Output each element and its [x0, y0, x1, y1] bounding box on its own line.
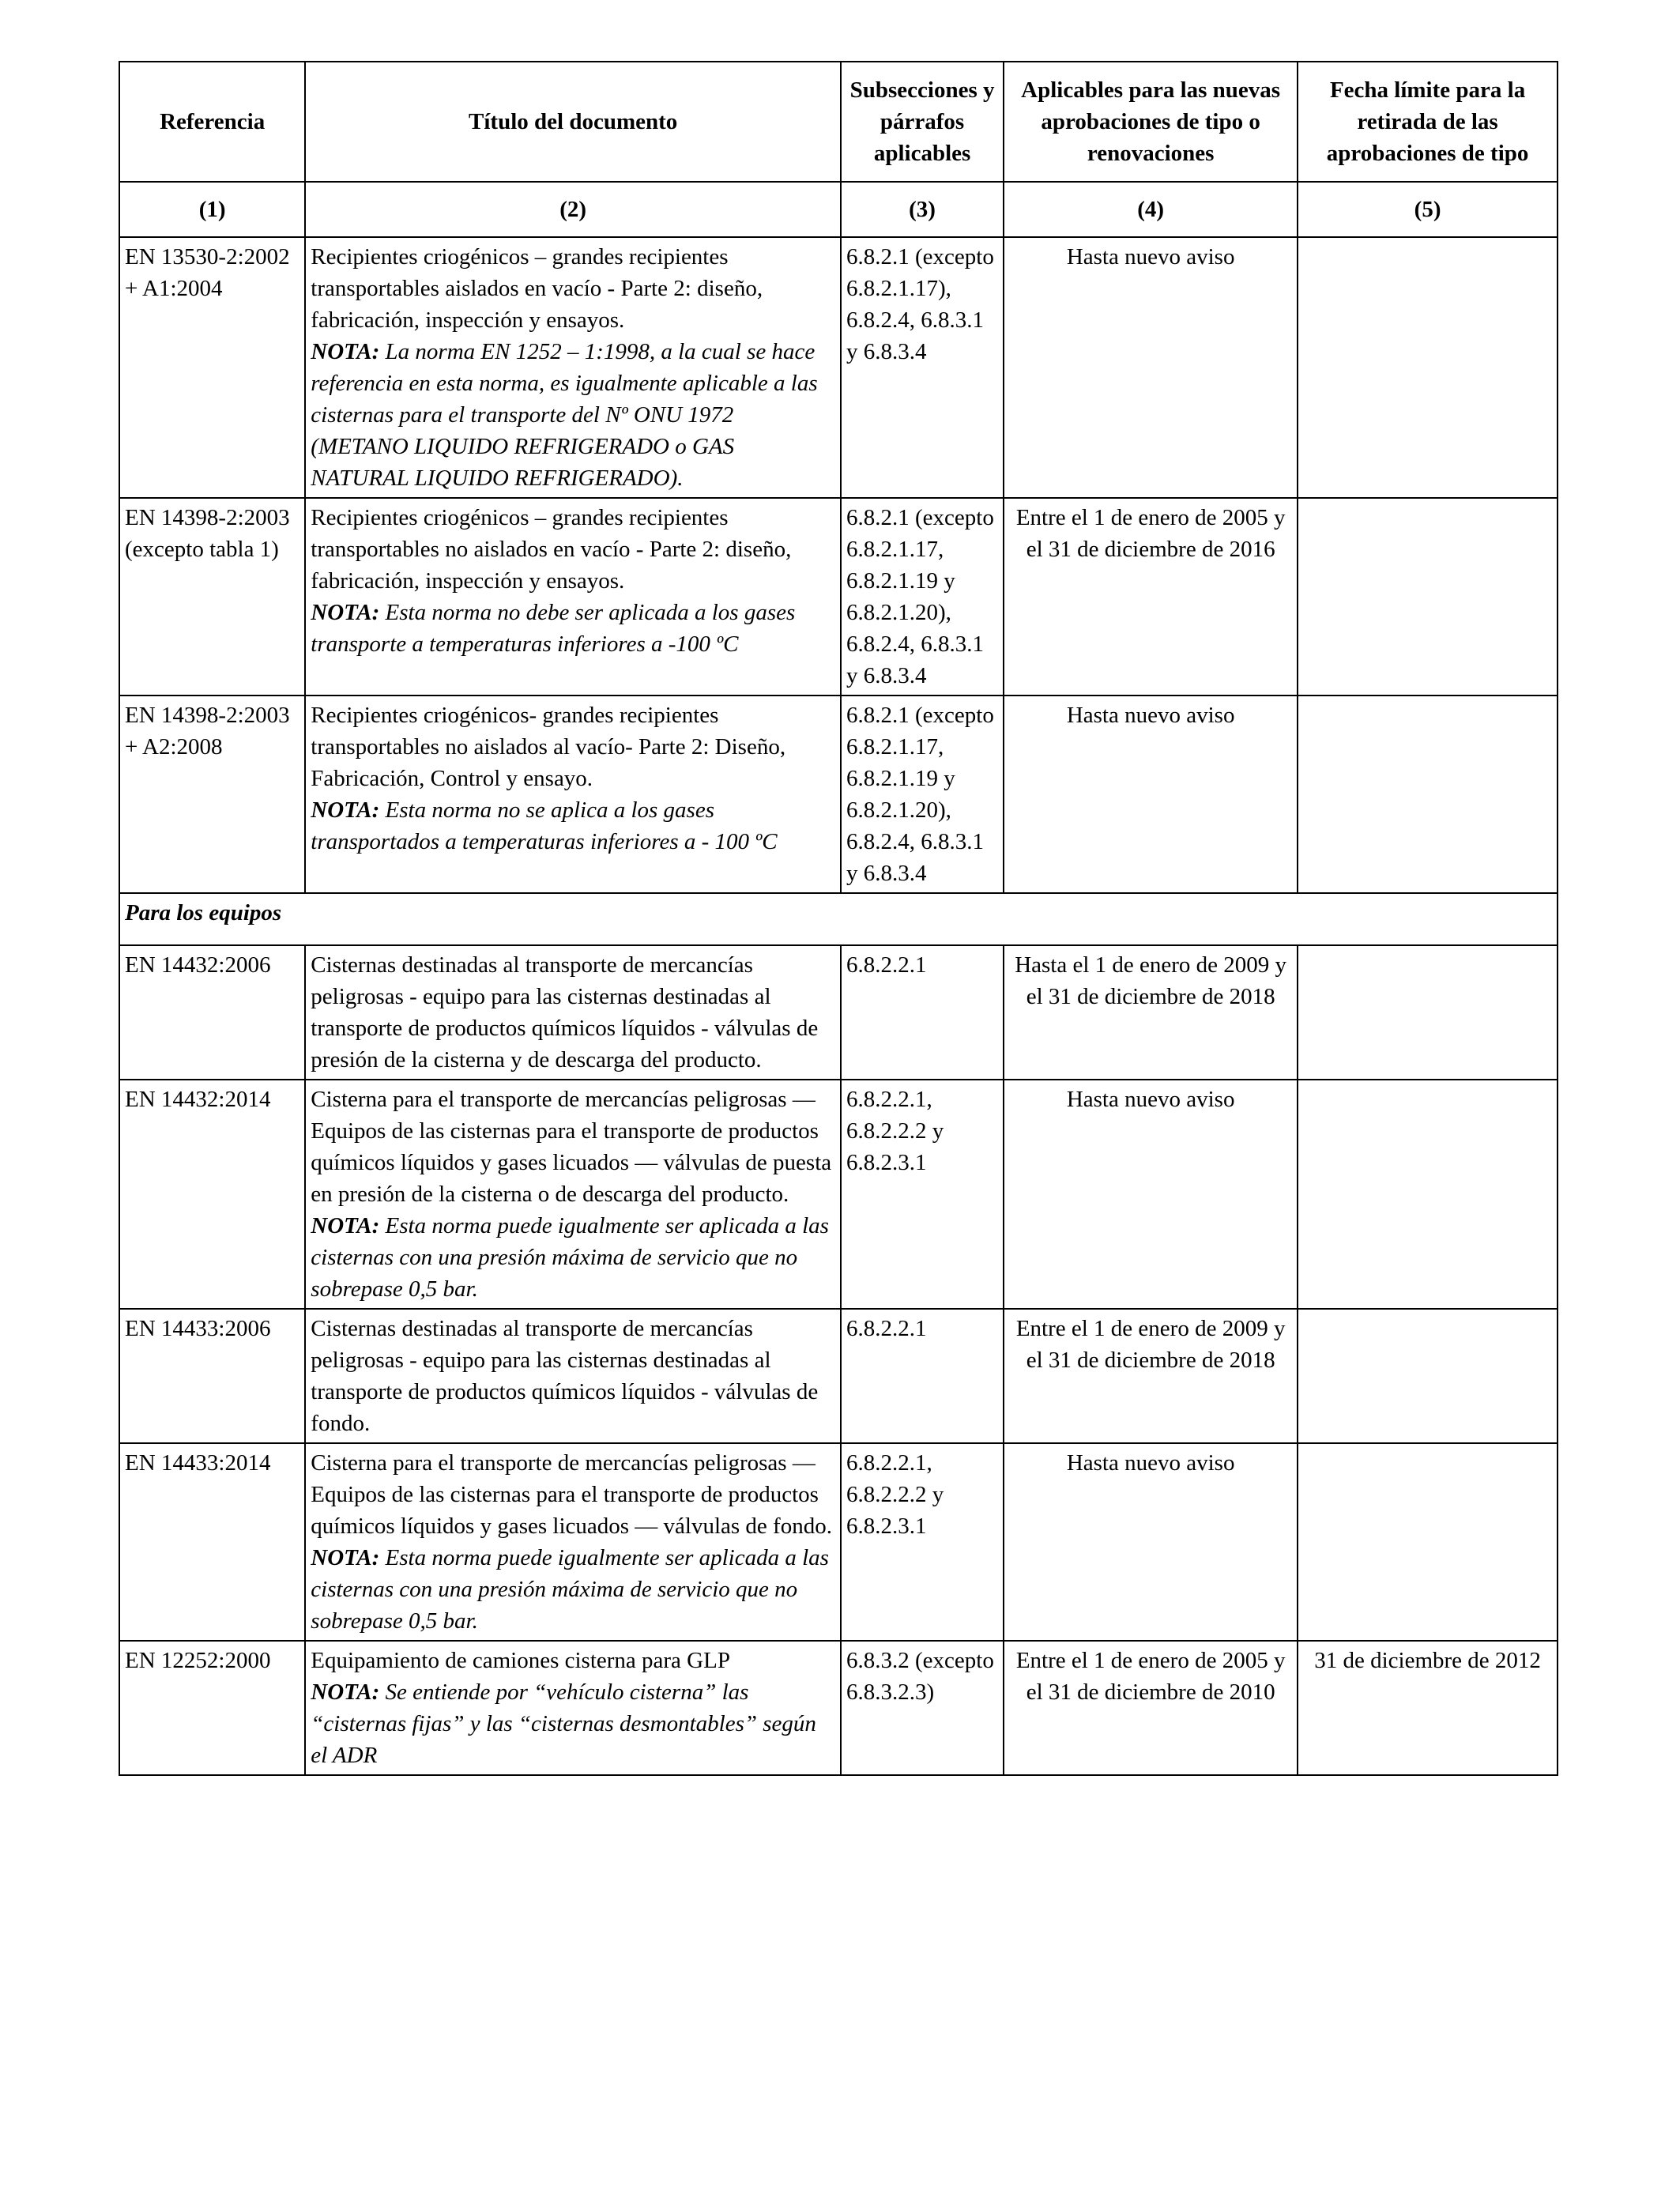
table-row [119, 1641, 1558, 1775]
note-text: Esta norma no debe ser aplicada a los gases transporte a temperaturas inferiores a -100 ºC [311, 600, 796, 657]
cell-subsections: 6.8.2.2.1, 6.8.2.2.2 y 6.8.2.3.1 [841, 1443, 1004, 1641]
cell-deadline [1298, 945, 1558, 1080]
cell-subsections: 6.8.2.2.1, 6.8.2.2.2 y 6.8.2.3.1 [841, 1080, 1004, 1309]
cell-deadline [1298, 1443, 1558, 1641]
cell-subsections: 6.8.2.1 (excepto 6.8.2.1.17, 6.8.2.1.19 y 6.8.2.1.20), 6.8.2.4, 6.8.3.1 y 6.8.3.4 [841, 498, 1004, 696]
cell-applicable: Hasta nuevo aviso [1004, 237, 1298, 498]
cell-title [305, 498, 841, 696]
cell-reference: EN 14433:2006 [119, 1309, 305, 1443]
cell-subsections: 6.8.2.1 (excepto 6.8.2.1.17, 6.8.2.1.19 y 6.8.2.1.20), 6.8.2.4, 6.8.3.1 y 6.8.3.4 [841, 696, 1004, 893]
table-row [119, 1080, 1558, 1309]
standards-table [119, 61, 1558, 1776]
header-ref: Referencia [119, 62, 305, 182]
note-label: NOTA: [311, 600, 380, 625]
table-row [119, 498, 1558, 696]
note [311, 1210, 835, 1305]
note-label: NOTA: [311, 797, 380, 823]
note [311, 597, 835, 660]
equipment-standards-body [119, 945, 1558, 1775]
cell-title [305, 1309, 841, 1443]
col-number: (2) [305, 182, 841, 237]
note-text: Esta norma no se aplica a los gases transportados a temperaturas inferiores a - 100 ºC [311, 797, 778, 854]
cell-applicable: Hasta nuevo aviso [1004, 696, 1298, 893]
cell-applicable: Entre el 1 de enero de 2005 y el 31 de diciembre de 2016 [1004, 498, 1298, 696]
cell-reference: EN 13530-2:2002 + A1:2004 [119, 237, 305, 498]
cell-applicable: Entre el 1 de enero de 2009 y el 31 de diciembre de 2018 [1004, 1309, 1298, 1443]
header-subsections: Subsecciones y párrafos aplicables [841, 62, 1004, 182]
cell-subsections: 6.8.2.2.1 [841, 945, 1004, 1080]
table-row [119, 696, 1558, 893]
cell-reference: EN 14398-2:2003 + A2:2008 [119, 696, 305, 893]
cell-deadline [1298, 237, 1558, 498]
cell-title [305, 1080, 841, 1309]
cell-applicable: Hasta nuevo aviso [1004, 1443, 1298, 1641]
title-text: Cisternas destinadas al transporte de mercancías peligrosas - equipo para las cisternas destinadas al transporte de productos químicos líquidos - válvulas de fondo. [311, 1316, 819, 1436]
cell-deadline [1298, 498, 1558, 696]
note [311, 1542, 835, 1637]
cell-title [305, 696, 841, 893]
cell-title [305, 1443, 841, 1641]
note-text: Esta norma puede igualmente ser aplicada a las cisternas con una presión máxima de servicio que no sobrepase 0,5 bar. [311, 1213, 829, 1302]
note [311, 336, 835, 494]
table-row [119, 237, 1558, 498]
cell-reference: EN 14433:2014 [119, 1443, 305, 1641]
col-number: (1) [119, 182, 305, 237]
table-row [119, 1443, 1558, 1641]
cell-reference: EN 14398-2:2003 (excepto tabla 1) [119, 498, 305, 696]
cell-subsections: 6.8.3.2 (excepto 6.8.3.2.3) [841, 1641, 1004, 1775]
header-row [119, 62, 1558, 182]
column-number-row [119, 182, 1558, 237]
header-title: Título del documento [305, 62, 841, 182]
cell-reference: EN 12252:2000 [119, 1641, 305, 1775]
table-row [119, 1309, 1558, 1443]
col-number: (4) [1004, 182, 1298, 237]
section-row [119, 893, 1558, 945]
cell-title [305, 237, 841, 498]
note [311, 1676, 835, 1771]
cell-applicable: Hasta nuevo aviso [1004, 1080, 1298, 1309]
header-deadline: Fecha límite para la retirada de las aprobaciones de tipo [1298, 62, 1558, 182]
title-text: Equipamiento de camiones cisterna para GLP [311, 1648, 730, 1673]
note [311, 794, 835, 858]
section-label: Para los equipos [119, 893, 1558, 945]
cell-deadline [1298, 1309, 1558, 1443]
cell-title [305, 1641, 841, 1775]
cell-reference: EN 14432:2006 [119, 945, 305, 1080]
note-text: La norma EN 1252 – 1:1998, a la cual se hace referencia en esta norma, es igualmente aplicable a las cisternas para el transporte del Nº ONU 1972 (METANO LIQUIDO REFRIGERADO o GAS NATURAL LIQUIDO REFRIGERADO). [311, 339, 818, 491]
note-label: NOTA: [311, 1545, 380, 1570]
title-text: Cisterna para el transporte de mercancías peligrosas — Equipos de las cisternas para el transporte de productos químicos líquidos y gases licuados — válvulas de puesta en presión de la cisterna o de descarga del producto. [311, 1087, 832, 1207]
note-label: NOTA: [311, 1213, 380, 1238]
title-text: Cisternas destinadas al transporte de mercancías peligrosas - equipo para las cisternas destinadas al transporte de productos químicos líquidos - válvulas de presión de la cisterna y de descarga del producto. [311, 952, 819, 1072]
col-number: (5) [1298, 182, 1558, 237]
cell-applicable: Entre el 1 de enero de 2005 y el 31 de diciembre de 2010 [1004, 1641, 1298, 1775]
note-label: NOTA: [311, 1679, 380, 1705]
note-text: Se entiende por “vehículo cisterna” las “cisternas fijas” y las “cisternas desmontables” según el ADR [311, 1679, 816, 1768]
cell-subsections: 6.8.2.1 (excepto 6.8.2.1.17), 6.8.2.4, 6.8.3.1 y 6.8.3.4 [841, 237, 1004, 498]
cell-reference: EN 14432:2014 [119, 1080, 305, 1309]
note-text: Esta norma puede igualmente ser aplicada a las cisternas con una presión máxima de servicio que no sobrepase 0,5 bar. [311, 1545, 829, 1634]
col-number: (3) [841, 182, 1004, 237]
title-text: Cisterna para el transporte de mercancías peligrosas — Equipos de las cisternas para el transporte de productos químicos líquidos y gases licuados — válvulas de fondo. [311, 1450, 832, 1539]
title-text: Recipientes criogénicos – grandes recipientes transportables aislados en vacío - Parte 2: diseño, fabricación, inspección y ensayos. [311, 244, 763, 333]
table-row [119, 945, 1558, 1080]
note-label: NOTA: [311, 339, 380, 364]
cell-deadline [1298, 1080, 1558, 1309]
cell-subsections: 6.8.2.2.1 [841, 1309, 1004, 1443]
cell-deadline [1298, 696, 1558, 893]
title-text: Recipientes criogénicos- grandes recipientes transportables no aislados al vacío- Parte 2: Diseño, Fabricación, Control y ensayo. [311, 703, 786, 791]
tank-standards-body [119, 237, 1558, 893]
cell-deadline: 31 de diciembre de 2012 [1298, 1641, 1558, 1775]
header-applicable: Aplicables para las nuevas aprobaciones de tipo o renovaciones [1004, 62, 1298, 182]
cell-applicable: Hasta el 1 de enero de 2009 y el 31 de diciembre de 2018 [1004, 945, 1298, 1080]
title-text: Recipientes criogénicos – grandes recipientes transportables no aislados en vacío - Parte 2: diseño, fabricación, inspección y ensayos. [311, 505, 792, 594]
cell-title [305, 945, 841, 1080]
